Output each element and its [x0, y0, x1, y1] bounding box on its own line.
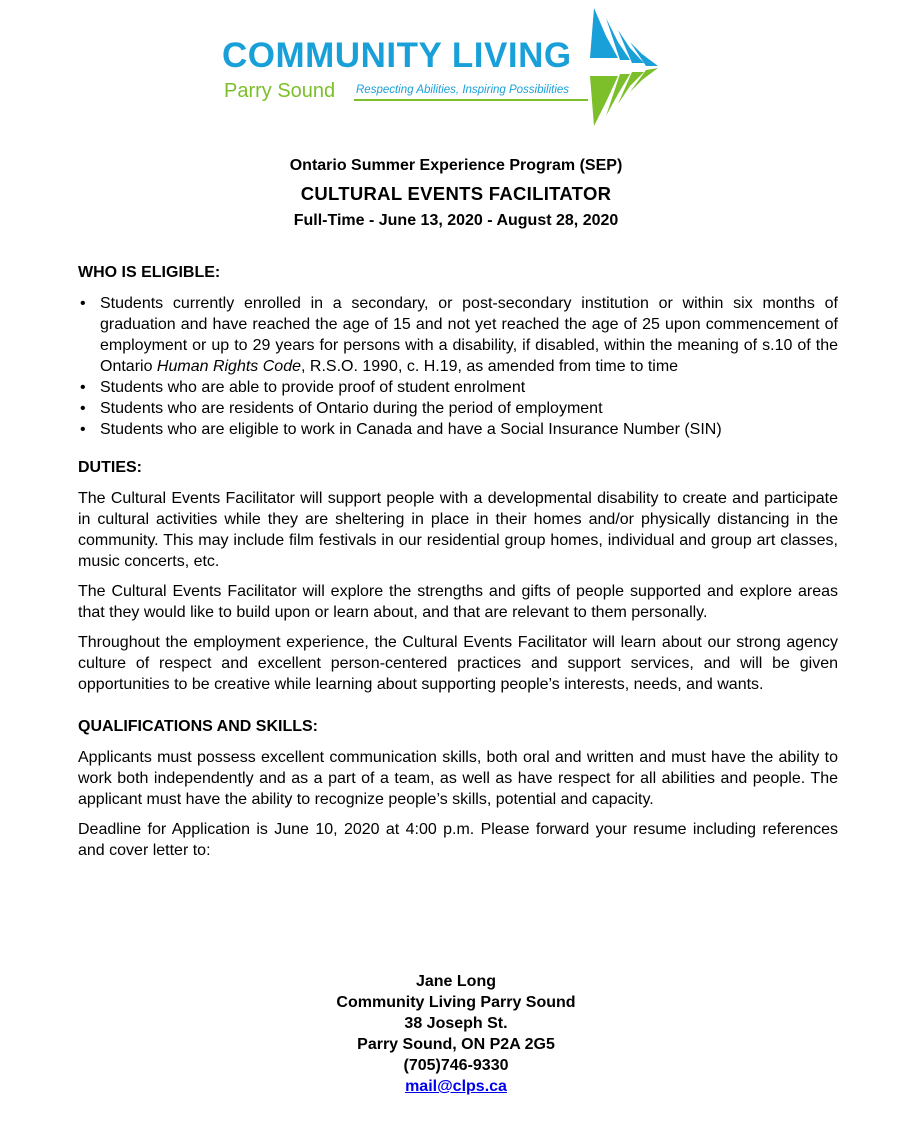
eligibility-list	[78, 293, 838, 440]
bullet-icon: •	[80, 421, 86, 438]
logo-underline	[354, 99, 588, 101]
duties-paragraph: Throughout the employment experience, the Cultural Events Facilitator will learn about our strong agency culture of respect and excellent person-centered practices and support services, and will be given opportunities to be creative while learning about supporting people’s interests, needs, and wants.	[78, 634, 838, 693]
eligibility-text: Students who are eligible to work in Canada and have a Social Insurance Number (SIN)	[100, 421, 722, 438]
eligibility-item	[78, 398, 838, 419]
eligibility-text: Students who are residents of Ontario during the period of employment	[100, 400, 603, 417]
duties-heading: DUTIES:	[78, 459, 142, 476]
contact-block	[0, 971, 912, 1097]
logo-subtitle: Parry Sound	[224, 80, 336, 102]
employment-term: Full-Time - June 13, 2020 - August 28, 2020	[293, 212, 619, 229]
contact-organization: Community Living Parry Sound	[336, 994, 576, 1011]
eligibility-item	[78, 293, 838, 377]
duties-paragraph: The Cultural Events Facilitator will explore the strengths and gifts of people supported and explore areas that they would like to build upon or learn about, and that are relevant to them personally.	[78, 583, 838, 621]
position-title: CULTURAL EVENTS FACILITATOR	[300, 183, 612, 204]
posting-body	[78, 262, 838, 870]
eligibility-item	[78, 377, 838, 398]
bullet-icon: •	[80, 295, 86, 312]
eligibility-item	[78, 419, 838, 440]
logo-tagline: Respecting Abilities, Inspiring Possibilities	[356, 84, 570, 96]
eligibility-text: , R.S.O. 1990, c. H.19, as amended from time to time	[301, 358, 679, 375]
logo-diamond-mark-icon	[584, 6, 664, 128]
bullet-icon: •	[80, 379, 86, 396]
contact-name: Jane Long	[415, 973, 496, 990]
bullet-icon: •	[80, 400, 86, 417]
contact-email-link[interactable]: mail@clps.ca	[405, 1078, 507, 1095]
contact-phone: (705)746-9330	[403, 1057, 509, 1074]
contact-city: Parry Sound, ON P2A 2G5	[357, 1036, 555, 1053]
eligibility-text: Students who are able to provide proof of student enrolment	[100, 379, 526, 396]
contact-street: 38 Joseph St.	[404, 1015, 508, 1032]
program-name: Ontario Summer Experience Program (SEP)	[289, 157, 623, 174]
eligibility-text-italic: Human Rights Code	[156, 358, 301, 375]
qualifications-paragraph: Applicants must possess excellent communication skills, both oral and written and must have the ability to work both independently and as a part of a team, as well as have respect for all abilities and people. The applicant must have the ability to recognize people’s skills, potential and capacity.	[78, 749, 838, 808]
organization-logo	[220, 6, 670, 131]
deadline-paragraph: Deadline for Application is June 10, 2020 at 4:00 p.m. Please forward your resume including references and cover letter to:	[78, 821, 838, 859]
qualifications-heading: QUALIFICATIONS AND SKILLS:	[78, 718, 318, 735]
eligibility-heading: WHO IS ELIGIBLE:	[78, 264, 221, 281]
duties-paragraph: The Cultural Events Facilitator will support people with a developmental disability to create and participate in cultural activities while they are sheltering in place in their homes and/or physically distancing in the community. This may include film festivals in our residential group homes, individual and group art classes, music concerts, etc.	[78, 490, 838, 570]
logo-title: COMMUNITY LIVING	[222, 36, 572, 75]
eligibility-text: Students currently enrolled in a secondary, or post-secondary institution or within six months of graduation and have reached the age of 15 and not yet reached the age of 25 upon commencement of employment or up to 29 years for persons with a disability, if disabled, within the meaning of s.10 of the Ontario	[100, 295, 838, 375]
